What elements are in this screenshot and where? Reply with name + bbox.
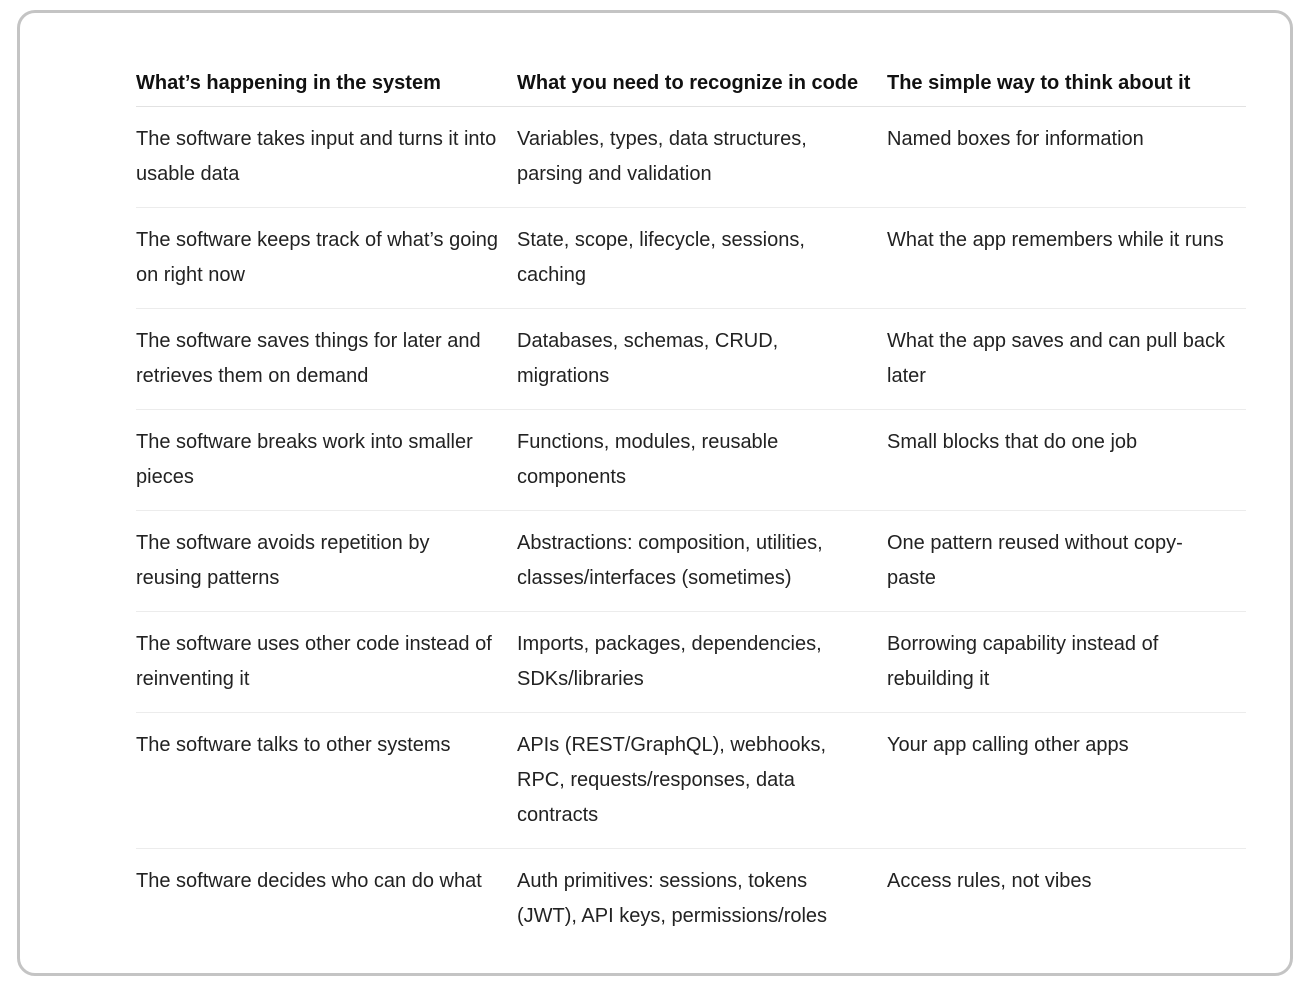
cell-system: The software decides who can do what [136,870,482,892]
cell-system: The software avoids repetition by reusing patterns [136,532,430,589]
cell-system: The software breaks work into smaller pieces [136,431,473,488]
cell-code: Abstractions: composition, utilities, classes/interfaces (sometimes) [517,532,823,589]
table-row [136,511,1246,612]
header-simple: The simple way to think about it [887,72,1191,94]
cell-code: Databases, schemas, CRUD, migrations [517,330,779,387]
table-row [136,849,1246,949]
cell-system: The software saves things for later and retrieves them on demand [136,330,481,387]
cell-simple: Borrowing capability instead of rebuilding it [887,633,1159,690]
table-header-row [136,13,1246,107]
cell-simple: Small blocks that do one job [887,431,1138,453]
cell-system: The software uses other code instead of reinventing it [136,633,492,690]
cell-simple: Access rules, not vibes [887,870,1092,892]
cell-code: APIs (REST/GraphQL), webhooks, RPC, requests/responses, data contracts [517,734,827,826]
cell-system: The software takes input and turns it into usable data [136,128,497,185]
cell-code: Functions, modules, reusable components [517,431,779,488]
header-system: What’s happening in the system [136,72,441,94]
cell-simple: What the app remembers while it runs [887,229,1224,251]
cell-system: The software talks to other systems [136,734,451,756]
cell-simple: Your app calling other apps [887,734,1129,756]
table-row [136,309,1246,410]
table-row [136,208,1246,309]
cell-code: Imports, packages, dependencies, SDKs/libraries [517,633,822,690]
table-row [136,612,1246,713]
table-row [136,107,1246,208]
cell-system: The software keeps track of what’s going on right now [136,229,499,286]
table-card [17,10,1293,976]
table-row [136,410,1246,511]
cell-simple: One pattern reused without copy-paste [887,532,1183,589]
header-code: What you need to recognize in code [517,72,859,94]
cell-code: State, scope, lifecycle, sessions, caching [517,229,805,286]
table-row [136,713,1246,849]
concepts-table [136,13,1246,949]
cell-simple: Named boxes for information [887,128,1144,150]
cell-simple: What the app saves and can pull back later [887,330,1225,387]
cell-code: Auth primitives: sessions, tokens (JWT), API keys, permissions/roles [517,870,828,927]
cell-code: Variables, types, data structures, parsing and validation [517,128,807,185]
